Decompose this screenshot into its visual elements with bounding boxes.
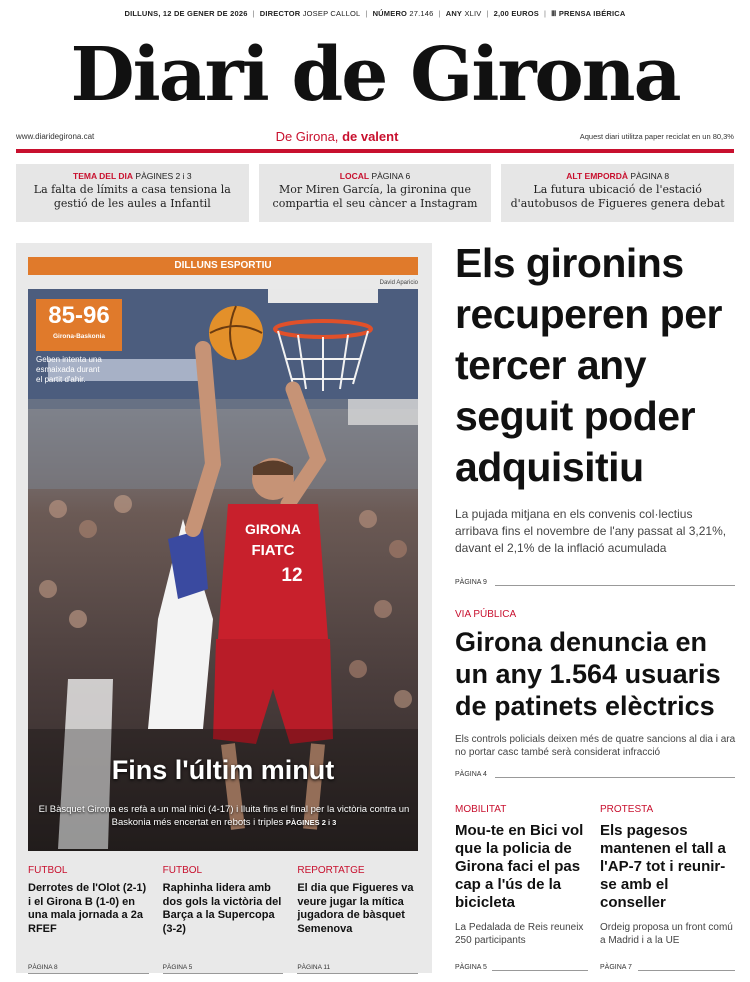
second-page-rule <box>495 777 735 778</box>
teaser-header <box>507 171 728 181</box>
score-badge <box>36 299 122 351</box>
sport-lead-text: El Bàsquet Girona es refà a un mal inici (4-17) i lluita fins el final per la victòria contra un Baskonia més encertat en rebots i triples <box>38 804 410 828</box>
separator: | <box>544 8 547 18</box>
website-link[interactable]: www.diaridegirona.cat <box>16 131 95 141</box>
year-label: ANY <box>445 8 463 18</box>
edition-info-bar <box>0 0 750 26</box>
brief-headline: Raphinha lidera amb dos gols la victòria del Barça a la Supercopa (3-2) <box>162 882 282 935</box>
main-headline[interactable]: Els gironins recuperen per tercer any seguit poder adquisitiu <box>455 240 722 490</box>
separator: | <box>365 8 368 18</box>
masthead-divider <box>16 149 734 153</box>
jersey-number: 12 <box>281 565 303 586</box>
year-value: XLIV <box>464 8 482 18</box>
director-label: DIRECTOR <box>259 8 301 18</box>
teaser-category: LOCAL <box>339 171 370 181</box>
separator: | <box>438 8 441 18</box>
masthead-title[interactable]: Diari de Girona <box>70 32 680 118</box>
teaser-page: PÀGINES 2 i 3 <box>135 171 192 181</box>
price: 2,00 EUROS <box>493 8 540 18</box>
teaser-text: Mor Miren García, la gironina que compartia el seu càncer a Instagram <box>272 183 478 210</box>
photo-credit: David Aparicio <box>379 280 418 286</box>
second-page-ref: PÀGINA 4 <box>455 771 487 778</box>
teaser-alt-emporda[interactable] <box>501 164 734 222</box>
second-category: VIA PÚBLICA <box>455 609 517 620</box>
motto-part-b: de valent <box>342 128 399 144</box>
brief-category: REPORTATGE <box>297 865 365 876</box>
fourth-category: PROTESTA <box>600 804 654 815</box>
third-category: MOBILITAT <box>455 804 507 815</box>
recycle-note: Aquest diari utilitza paper reciclat en un 80,3% <box>579 131 734 141</box>
teaser-category: ALT EMPORDÀ <box>566 171 628 181</box>
score-value: 85-96 <box>48 302 110 329</box>
fourth-lead: Ordeig proposa un front comú a Madrid i a la UE <box>600 922 733 946</box>
sport-headline[interactable]: Fins l'últim minut <box>111 755 335 785</box>
brief-raphinha[interactable] <box>163 865 284 974</box>
brief-page: PÀGINA 8 <box>28 964 149 974</box>
sport-section-label: DILLUNS ESPORTIU <box>28 257 418 275</box>
subline <box>16 126 734 146</box>
sport-section <box>16 243 432 973</box>
photo-caption: Geben intenta una esmaixada durant el partit d'ahir. <box>36 355 102 384</box>
main-lead: La pujada mitjana en els convenis col·lectius arribava fins el novembre de l'any passat al 3,21%, davant el 2,1% de la inflació acumulada <box>455 507 727 555</box>
brief-page: PÀGINA 11 <box>297 964 418 974</box>
brief-headline: Derrotes de l'Olot (2-1) i el Girona B (1-0) en una mala jornada a 2a RFEF <box>28 882 147 935</box>
separator: | <box>252 8 255 18</box>
jersey-sponsor-bottom: FIATC <box>251 542 295 559</box>
fourth-headline[interactable]: Els pagesos mantenen el tall a l'AP-7 tot i reunir-se amb el conseller <box>600 822 726 911</box>
edition-date: DILLUNS, 12 DE GENER DE 2026 <box>124 8 248 18</box>
fourth-page-rule <box>638 970 735 971</box>
sport-lead <box>36 803 412 829</box>
separator: | <box>486 8 489 18</box>
brief-category: FUTBOL <box>162 865 203 876</box>
teaser-text: La falta de límits a casa tensiona la gestió de les aules a Infantil <box>33 183 231 210</box>
third-lead: La Pedalada de Reis reuneix 250 participants <box>455 922 584 946</box>
third-page-rule <box>492 970 588 971</box>
sport-lead-page: PÀGINES 2 i 3 <box>285 818 337 827</box>
brief-headline: El dia que Figueres va veure jugar la mítica jugadora de bàsquet Semenova <box>297 882 414 935</box>
teaser-strip <box>16 164 734 222</box>
third-headline[interactable]: Mou-te en Bici vol que la policia de Girona faci el pas cap a l'ús de la bicicleta <box>455 822 584 911</box>
second-headline[interactable]: Girona denuncia en un any 1.564 usuaris de patinets elèctrics <box>455 627 721 721</box>
teaser-tema-del-dia[interactable] <box>16 164 249 222</box>
jersey-sponsor-top: GIRONA <box>245 521 301 537</box>
teaser-page: PÀGINA 6 <box>371 171 411 181</box>
brief-olot[interactable] <box>28 865 149 974</box>
group-logo-icon: Ⅲ <box>551 8 559 18</box>
second-lead: Els controls policials deixen més de quatre sancions al dia i ara no portar casc també serà considerat infracció <box>455 734 736 758</box>
teaser-text: La futura ubicació de l'estació d'autobusos de Figueres genera debat <box>510 183 725 210</box>
main-page-rule <box>495 585 735 586</box>
teaser-category: TEMA DEL DIA <box>73 171 134 181</box>
director-name: JOSEP CALLOL <box>302 8 361 18</box>
fourth-page-ref: PÀGINA 7 <box>600 964 632 971</box>
third-page-ref: PÀGINA 5 <box>455 964 487 971</box>
number-label: NÚMERO <box>372 8 408 18</box>
teaser-page: PÀGINA 8 <box>630 171 670 181</box>
teaser-local[interactable] <box>259 164 492 222</box>
sport-briefs <box>28 865 418 974</box>
brief-category: FUTBOL <box>28 865 68 876</box>
teaser-header <box>265 171 486 181</box>
group-name: PRENSA IBÉRICA <box>558 8 626 18</box>
motto <box>276 129 399 144</box>
main-page-ref: PÀGINA 9 <box>455 579 487 586</box>
brief-page: PÀGINA 5 <box>163 964 284 974</box>
teaser-header <box>22 171 243 181</box>
number-value: 27.146 <box>409 8 434 18</box>
motto-part-a: De Girona, <box>275 128 339 144</box>
brief-semenova[interactable] <box>297 865 418 974</box>
score-teams: Girona-Baskonia <box>52 333 105 340</box>
basketball-photo[interactable] <box>28 289 418 851</box>
